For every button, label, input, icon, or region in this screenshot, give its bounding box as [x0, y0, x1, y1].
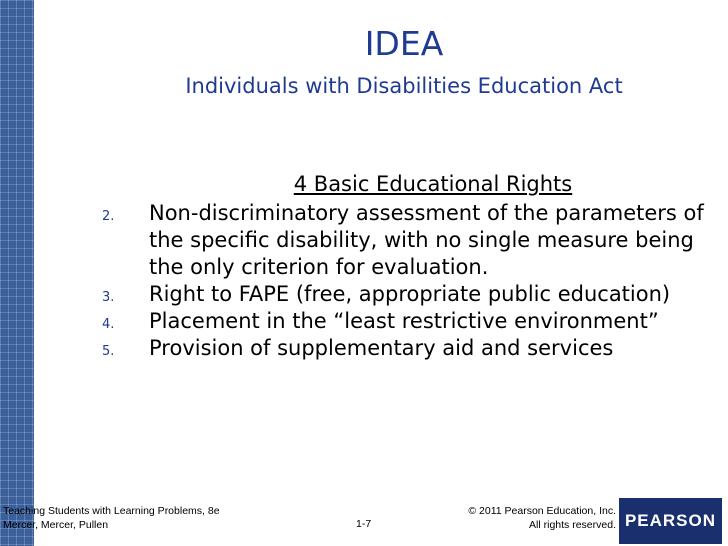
pearson-logo-text: PEARSON — [624, 511, 717, 530]
list-item-number: 2. — [102, 209, 115, 224]
slide-number: 1-7 — [356, 518, 372, 530]
list-item — [96, 335, 712, 362]
copyright-line-1: © 2011 Pearson Education, Inc. — [468, 505, 616, 517]
list-item — [96, 200, 712, 281]
list-item-text: Provision of supplementary aid and services — [149, 336, 614, 360]
list-item-text: Non-discriminatory assessment of the parameters of the specific disability, with no single measure being the only criterion for evaluation. — [149, 201, 704, 279]
pearson-logo — [619, 498, 722, 544]
copyright-line-2: All rights reserved. — [529, 519, 616, 531]
list-item-number: 3. — [102, 290, 115, 305]
list-item-text: Right to FAPE (free, appropriate public education) — [149, 282, 671, 306]
slide-title: IDEA — [364, 24, 444, 63]
list-item — [96, 281, 712, 308]
decorative-side-bar — [0, 0, 34, 546]
list-item-number: 5. — [102, 344, 115, 359]
footer-authors: Mercer, Mercer, Pullen — [3, 519, 109, 531]
footer-copyright — [440, 504, 616, 532]
list-item — [96, 308, 712, 335]
rights-heading: 4 Basic Educational Rights — [293, 172, 573, 196]
list-item-number: 4. — [102, 317, 115, 332]
slide-subtitle: Individuals with Disabilities Education Act — [185, 74, 623, 98]
list-item-text: Placement in the “least restrictive environment” — [149, 309, 659, 333]
footer-book-info — [3, 504, 220, 532]
footer-book-title: Teaching Students with Learning Problems, 8e — [3, 505, 220, 517]
rights-list — [96, 200, 712, 362]
